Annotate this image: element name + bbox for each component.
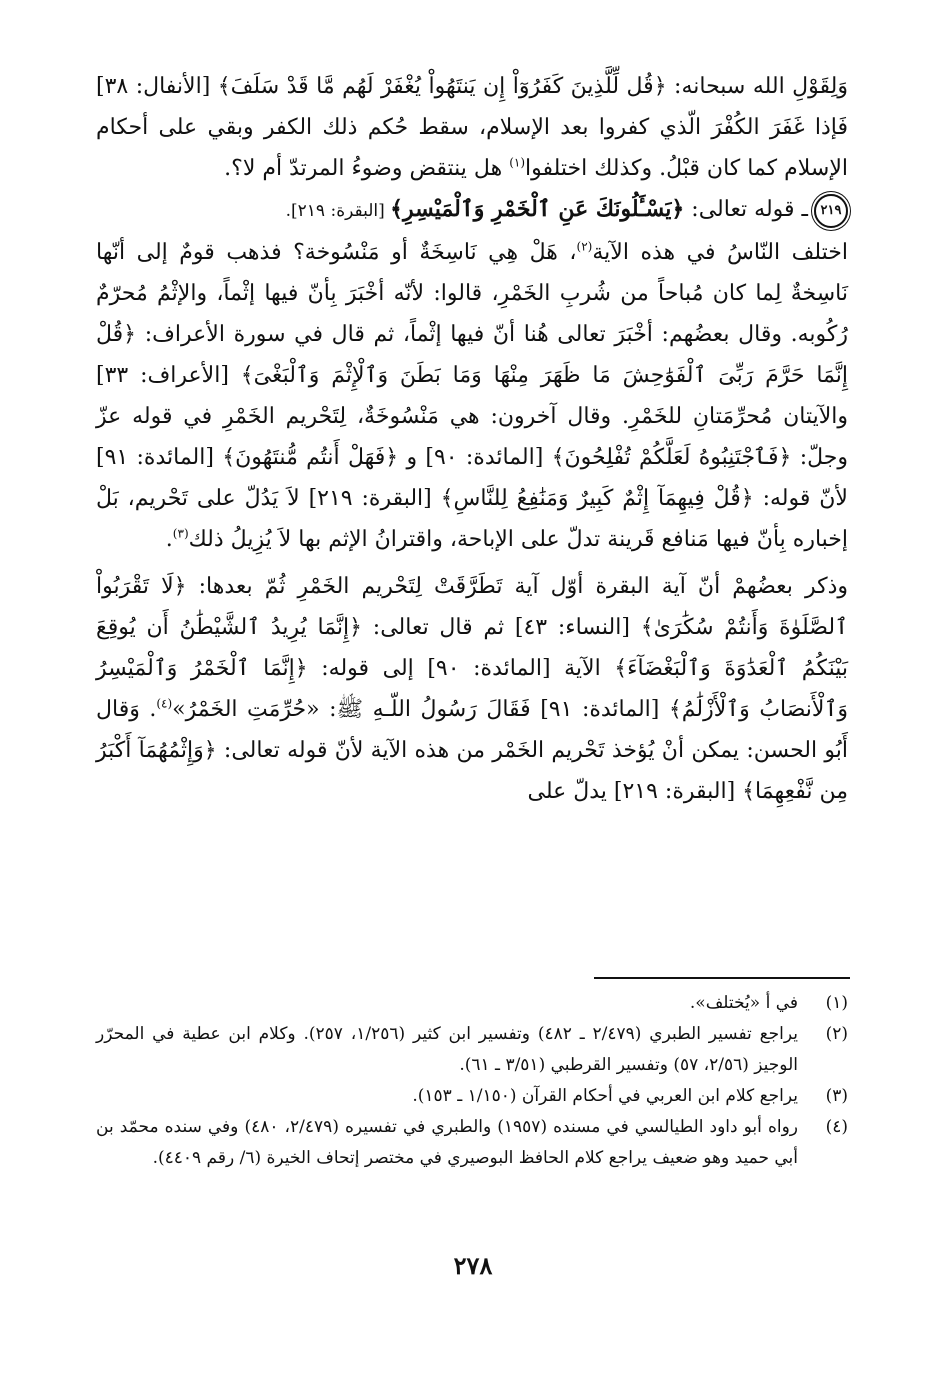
footnote-ref-2[interactable]: (٢) bbox=[576, 239, 593, 254]
footnote-item bbox=[96, 988, 848, 1019]
verse-heading-intro: ـ قوله تعالى: bbox=[684, 197, 808, 222]
paragraph-3-text: وذكر بعضُهمْ أنّ آية البقرة أوّل آية تَطَرَّقَتْ لِتَحْريم الخَمْرِ ثُمّ بعدها: ﴿لَا تَقْرَبُواْ ٱلصَّلَوٰةَ وَأَنتُمْ سُكَٰرَىٰ﴾ [النساء: ٤٣] ثم قال تعالى: ﴿إِنَّمَا يُرِيدُ ٱلشَّيْطَٰنُ أَن يُوقِعَ بَيْنَكُمُ ٱلْعَدَٰوَةَ وَٱلْبَغْضَآءَ﴾ الآية [المائدة: ٩٠] إلى قوله: ﴿إِنَّمَا ٱلْخَمْرُ وَٱلْمَيْسِرُ وَٱلْأَنصَابُ وَٱلْأَزْلَٰمُ﴾ [المائدة: ٩١] فَقَالَ رَسُولُ اللّـهِ ﷺ: «حُرِّمَتِ الخَمْرُ» bbox=[96, 574, 848, 722]
paragraph-2 bbox=[96, 232, 848, 560]
paragraph-1-text: وَلِقَوْلِ الله سبحانه: ﴿قُل لِّلَّذِينَ كَفَرُوٓاْ إِن يَنتَهُواْ يُغْفَرْ لَهُم مَّا قَدْ سَلَفَ﴾ [الأنفال: ٣٨] فَإذا غَفَرَ الكُفْرَ الّذي كفروا بعد الإسلام، سقط حُكم ذلك الكفر وبقي على أحكام الإسلام كما كان قبْلُ. وكذلك اختلفوا bbox=[96, 74, 848, 181]
paragraph-2-start: اختلف النّاسُ في هذه الآية bbox=[592, 240, 848, 265]
footnote-text: يراجع كلام ابن العربي في أحكام القرآن (١/١٥٠ ـ ١٥٣). bbox=[412, 1086, 798, 1106]
paragraph-2-body: ، هَلْ هِي نَاسِخَةٌ أو مَنْسُوخة؟ فذهب قومٌ إلى أنّها نَاسِخةٌ لِما كان مُباحاً من شُربِ الخَمْرِ، قالوا: لأنّه أخْبَرَ بِأنّ فيها إثْماً، والإثْمُ مُحرّمٌ رُكُوبه. وقال بعضُهم: أخْبَرَ تعالى هُنا أنّ فيها إثْماً، ثم قال في سورة الأعراف: ﴿قُلْ إِنَّمَا حَرَّمَ رَبِّىَ ٱلْفَوَٰحِشَ مَا ظَهَرَ مِنْهَا وَمَا بَطَنَ وَٱلْإِثْمَ وَٱلْبَغْىَ﴾ [الأعراف: ٣٣] والآيتان مُحرِّمَتانِ للخَمْرِ. وقال آخرون: هي مَنْسُوخَةٌ، لِتَحْريم الخَمْرِ في قوله عزّ وجلّ: ﴿فَٱجْتَنِبُوهُ لَعَلَّكُمْ تُفْلِحُونَ﴾ [المائدة: ٩٠] و ﴿فَهَلْ أَنتُم مُّنتَهُونَ﴾ [المائدة: ٩١] لأنّ قوله: ﴿قُلْ فِيهِمَآ إِثْمٌ كَبِيرٌ وَمَنَٰفِعُ لِلنَّاسِ﴾ [البقرة: ٢١٩] لاَ يَدُلّ على تَحْريم، بَلْ إخباره بِأنّ فيها مَنافع قَرينة تدلّ على الإباحة، واقترانُ الإثم بها لاَ يُزِيلُ ذلك bbox=[96, 240, 849, 552]
paragraph-3 bbox=[96, 566, 848, 812]
verse-number-badge: ٢١٩ bbox=[814, 194, 848, 228]
footnote-item bbox=[96, 1112, 848, 1174]
paragraph-1-end: هل ينتقض وضوءُ المرتدّ أم لا؟. bbox=[224, 156, 510, 181]
footnotes bbox=[96, 988, 848, 1174]
footnote-ref-4[interactable]: (٤) bbox=[156, 696, 173, 711]
footnote-text: في أ «يُختلف». bbox=[689, 993, 798, 1013]
footnote-number: (٢) bbox=[825, 1024, 848, 1044]
footnote-divider bbox=[594, 977, 850, 979]
verse-heading bbox=[96, 189, 848, 232]
footnote-ref-1[interactable]: (١) bbox=[509, 155, 526, 170]
footnote-item bbox=[96, 1019, 848, 1081]
footnote-number: (٤) bbox=[825, 1117, 848, 1137]
footnote-ref-3[interactable]: (٣) bbox=[172, 526, 189, 541]
paragraph-3-end: . وَقال أَبُو الحسن: يمكن أنْ يُؤخذ تَحْريم الخَمْر من هذه الآية لأنّ قوله تعالى: ﴿وَإِثْمُهُمَآ أَكْبَرُ مِن نَّفْعِهِمَا﴾ [البقرة: ٢١٩] يدلّ على bbox=[96, 697, 848, 804]
paragraph-2-end: . bbox=[165, 527, 173, 552]
verse-quote: ﴿يَسْـَٔلُونَكَ عَنِ ٱلْخَمْرِ وَٱلْمَيْسِرِ﴾ bbox=[390, 196, 685, 222]
paragraph-1 bbox=[96, 66, 848, 189]
page-number: ٢٧٨ bbox=[453, 1251, 493, 1280]
verse-reference: [البقرة: ٢١٩]. bbox=[285, 201, 391, 221]
footnote-text: رواه أبو داود الطيالسي في مسنده (١٩٥٧) والطبري في تفسيره (٢/٤٧٩، ٤٨٠) وفي سنده محمّد بن أبي حميد وهو ضعيف يراجع كلام الحافظ البوصيري في مختصر إتحاف الخيرة (٦/ رقم ٤٤٠٩). bbox=[96, 1117, 798, 1168]
footnote-number: (١) bbox=[825, 993, 848, 1013]
page-body bbox=[96, 66, 848, 812]
footnote-number: (٣) bbox=[825, 1086, 848, 1106]
footnote-item bbox=[96, 1081, 848, 1112]
footnote-text: يراجع تفسير الطبري (٢/٤٧٩ ـ ٤٨٢) وتفسير ابن كثير (١/٢٥٦، ٢٥٧). وكلام ابن عطية في المحرّر الوجيز (٢/٥٦، ٥٧) وتفسير القرطبي (٣/٥١ ـ ٦١). bbox=[96, 1024, 798, 1075]
